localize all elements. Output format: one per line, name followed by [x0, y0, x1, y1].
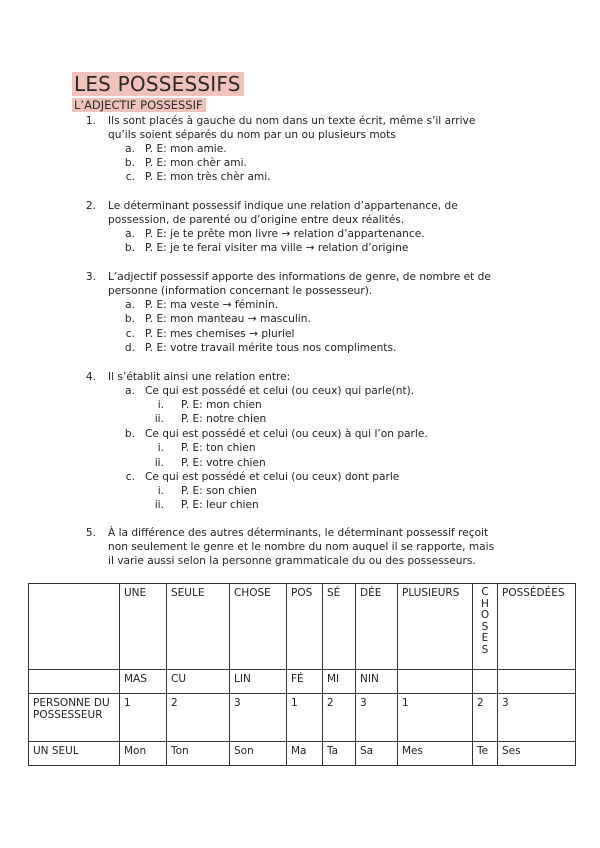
sub-text: P. E: mon amie. — [145, 143, 227, 155]
point-line: Il s’établit ainsi une relation entre: — [108, 371, 291, 383]
sub-label: d. — [124, 342, 135, 354]
point-line: il varie aussi selon la personne grammaticale du ou des possesseurs. — [108, 555, 476, 567]
table-cell: MAS — [120, 670, 167, 694]
table-cell: 3 — [230, 694, 287, 742]
point-number: 2. — [85, 200, 96, 212]
sub-text: Ce qui est possédé et celui (ou ceux) à qui l’on parle. — [145, 428, 428, 440]
point-line: personne (information concernant le possesseur). — [108, 285, 373, 297]
table-cell: Mon — [120, 742, 167, 766]
sub-text: Ce qui est possédé et celui (ou ceux) dont parle — [145, 471, 400, 483]
point-number: 3. — [85, 271, 96, 283]
table-cell: SEULE — [167, 584, 230, 670]
table-cell: 1 — [287, 694, 323, 742]
sub-text: P. E: mon chèr ami. — [145, 157, 247, 169]
subsub-label: i. — [157, 399, 164, 411]
sub-label: c. — [125, 328, 135, 340]
point-line: Le déterminant possessif indique une relation d’appartenance, de — [108, 200, 458, 212]
sub-label: b. — [124, 157, 135, 169]
table-cell: Ses — [498, 742, 576, 766]
table-cell: Son — [230, 742, 287, 766]
table-cell: Sa — [356, 742, 398, 766]
table-cell: UNE — [120, 584, 167, 670]
sub-label: b. — [124, 242, 135, 254]
sub-label: b. — [124, 313, 135, 325]
table-cell: 1 — [120, 694, 167, 742]
sub-label: a. — [125, 228, 135, 240]
possessive-table — [28, 583, 576, 766]
table-cell: NIN — [356, 670, 398, 694]
table-row-person — [29, 694, 576, 742]
point-number: 1. — [85, 115, 96, 127]
table-row-singular — [29, 742, 576, 766]
table-cell: SÉ — [323, 584, 356, 670]
sub-text: P. E: mon manteau → masculin. — [145, 313, 311, 325]
table-cell — [473, 670, 498, 694]
subsub-text: P. E: notre chien — [181, 413, 267, 425]
table-cell: POS — [287, 584, 323, 670]
subsub-label: i. — [157, 485, 164, 497]
table-cell: DÉE — [356, 584, 398, 670]
table-row-gender — [29, 670, 576, 694]
subsub-label: i. — [157, 442, 164, 454]
table-cell: 2 — [473, 694, 498, 742]
table-cell: MI — [323, 670, 356, 694]
sub-text: P. E: mon très chèr ami. — [145, 171, 271, 183]
sub-label: a. — [125, 385, 135, 397]
table-cell: Te — [473, 742, 498, 766]
sub-label: b. — [124, 428, 135, 440]
table-cell — [498, 670, 576, 694]
subsub-text: P. E: mon chien — [181, 399, 262, 411]
subsub-text: P. E: son chien — [181, 485, 257, 497]
table-cell: POSSÉDÉES — [498, 584, 576, 670]
point-line: qu’ils soient séparés du nom par un ou plusieurs mots — [108, 129, 396, 141]
point-line: L’adjectif possessif apporte des informations de genre, de nombre et de — [108, 271, 491, 283]
sub-label: c. — [125, 171, 135, 183]
sub-label: c. — [125, 471, 135, 483]
table-cell: CHOSE — [230, 584, 287, 670]
table-cell — [29, 584, 120, 670]
table-cell: 3 — [356, 694, 398, 742]
sub-text: P. E: mes chemises → pluriel — [145, 328, 295, 340]
section-subtitle: L’ADJECTIF POSSESSIF — [72, 98, 206, 112]
subsub-label: ii. — [154, 413, 164, 425]
sub-text: P. E: je te ferai visiter ma ville → relation d’origine — [145, 242, 409, 254]
sub-text: Ce qui est possédé et celui (ou ceux) qui parle(nt). — [145, 385, 415, 397]
sub-text: P. E: votre travail mérite tous nos compliments. — [145, 342, 397, 354]
subsub-text: P. E: leur chien — [181, 499, 259, 511]
point-line: Ils sont placés à gauche du nom dans un texte écrit, même s’il arrive — [108, 115, 476, 127]
table-cell: Ton — [167, 742, 230, 766]
subsub-label: ii. — [154, 457, 164, 469]
vertical-text: C H O S E S — [480, 586, 490, 656]
table-cell: 3 — [498, 694, 576, 742]
table-cell: LIN — [230, 670, 287, 694]
sub-text: P. E: ma veste → féminin. — [145, 299, 279, 311]
subsub-text: P. E: votre chien — [181, 457, 266, 469]
table-cell: PLUSIEURS — [398, 584, 473, 670]
table-cell — [473, 584, 498, 670]
table-cell: 2 — [323, 694, 356, 742]
subsub-label: ii. — [154, 499, 164, 511]
point-line: À la différence des autres déterminants, le déterminant possessif reçoit — [108, 527, 489, 539]
table-cell: FÉ — [287, 670, 323, 694]
table-cell: UN SEUL — [29, 742, 120, 766]
table-cell: Mes — [398, 742, 473, 766]
sub-label: a. — [125, 143, 135, 155]
table-cell: Ta — [323, 742, 356, 766]
table-row-header — [29, 584, 576, 670]
page-title: LES POSSESSIFS — [72, 72, 244, 96]
table-cell: 1 — [398, 694, 473, 742]
point-line: non seulement le genre et le nombre du nom auquel il se rapporte, mais — [108, 541, 495, 553]
table-cell — [29, 670, 120, 694]
point-number: 4. — [85, 371, 96, 383]
table-cell — [398, 670, 473, 694]
point-line: possession, de parenté ou d’origine entre deux réalités. — [108, 214, 405, 226]
table-cell: 2 — [167, 694, 230, 742]
table-cell: Ma — [287, 742, 323, 766]
subsub-text: P. E: ton chien — [181, 442, 256, 454]
table-cell: CU — [167, 670, 230, 694]
table-cell: PERSONNE DU POSSESSEUR — [29, 694, 120, 742]
sub-label: a. — [125, 299, 135, 311]
point-number: 5. — [85, 527, 96, 539]
sub-text: P. E: je te prête mon livre → relation d’appartenance. — [145, 228, 425, 240]
